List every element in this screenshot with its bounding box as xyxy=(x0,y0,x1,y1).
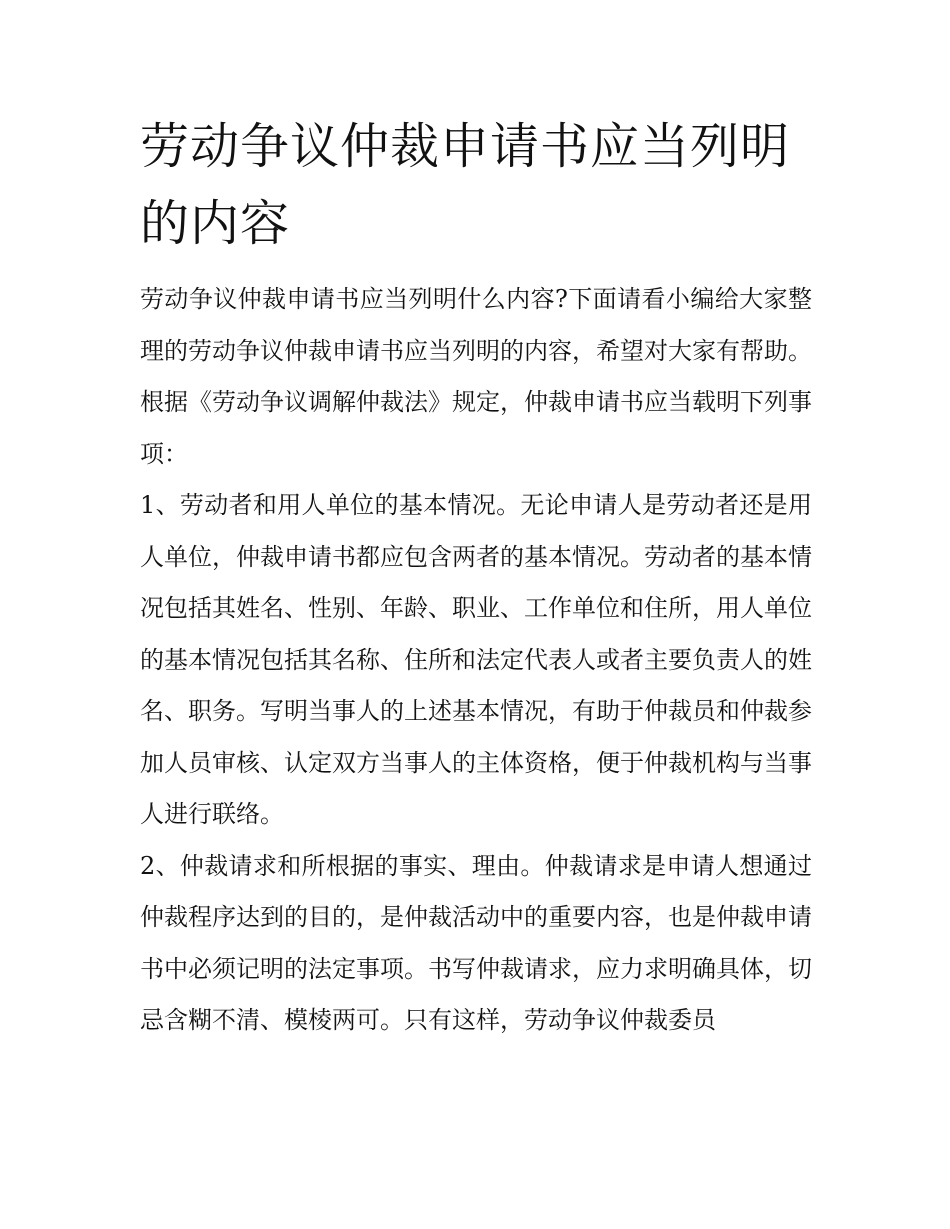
document-body xyxy=(140,274,812,1047)
item-2-paragraph: 2、仲裁请求和所根据的事实、理由。仲裁请求是申请人想通过仲裁程序达到的目的，是仲裁活动中的重要内容，也是仲裁申请书中必须记明的法定事项。书写仲裁请求，应力求明确具体，切忌含糊不清、模棱两可。只有这样，劳动争议仲裁委员 xyxy=(140,851,812,1034)
item-1-paragraph: 1、劳动者和用人单位的基本情况。无论申请人是劳动者还是用人单位，仲裁申请书都应包含两者的基本情况。劳动者的基本情况包括其姓名、性别、年龄、职业、工作单位和住所，用人单位的基本情况包括其名称、住所和法定代表人或者主要负责人的姓名、职务。写明当事人的上述基本情况，有助于仲裁员和仲裁参加人员审核、认定双方当事人的主体资格，便于仲裁机构与当事人进行联络。 xyxy=(140,491,812,828)
legal-basis-paragraph: 根据《劳动争议调解仲裁法》规定，仲裁申请书应当载明下列事项： xyxy=(140,388,812,468)
intro-paragraph: 劳动争议仲裁申请书应当列明什么内容?下面请看小编给大家整理的劳动争议仲裁申请书应当列明的内容，希望对大家有帮助。 xyxy=(140,285,812,365)
document-page xyxy=(140,108,812,1047)
document-title: 劳动争议仲裁申请书应当列明的内容 xyxy=(140,118,791,252)
